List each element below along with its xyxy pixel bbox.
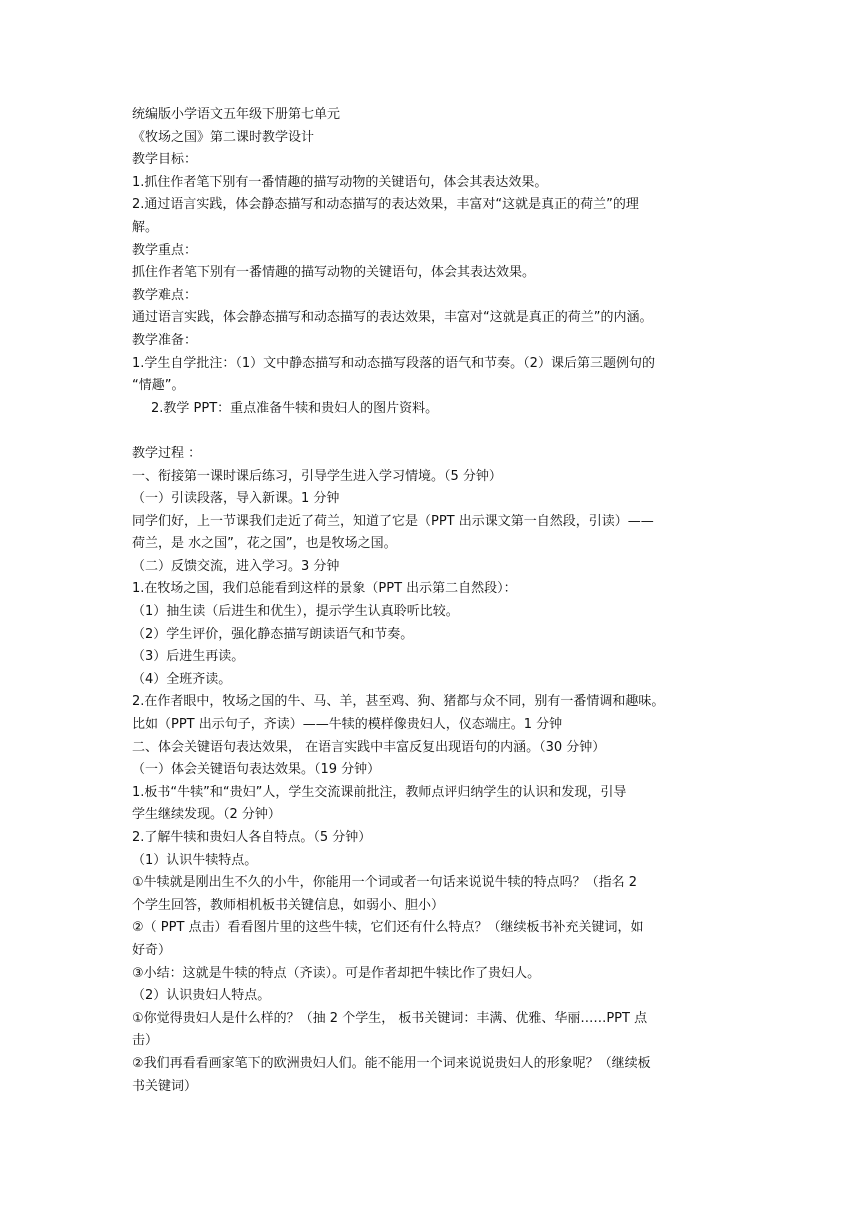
paragraph-line: （二）反馈交流，进入学习。3 分钟	[132, 558, 340, 574]
paragraph-line: 2.通过语言实践，体会静态描写和动态描写的表达效果，丰富对“这就是真正的荷兰”的理	[132, 197, 639, 213]
paragraph-line: 1.学生自学批注：（1）文中静态描写和动态描写段落的语气和节奏。（2）课后第三题例句的	[132, 355, 655, 371]
paragraph-line: 1.在牧场之国，我们总能看到这样的景象（PPT 出示第二自然段）：	[132, 581, 517, 597]
paragraph-line: （1）认识牛犊特点。	[132, 852, 258, 868]
paragraph-line: （一）体会关键语句表达效果。（19 分钟）	[132, 762, 381, 778]
paragraph-line: 1.抓住作者笔下别有一番情趣的描写动物的关键语句，体会其表达效果。	[132, 174, 548, 190]
paragraph-line: 2.在作者眼中，牧场之国的牛、马、羊，甚至鸡、狗、猪都与众不同，别有一番情调和趣味。	[132, 694, 665, 710]
paragraph-line: ①你觉得贵妇人是什么样的？（抽 2 个学生， 板书关键词：丰满、优雅、华丽……PPT 点	[132, 1010, 648, 1026]
document-title: 《牧场之国》第二课时教学设计	[132, 129, 315, 145]
paragraph-line: 荷兰，是 水之国”，花之国”，也是牧场之国。	[132, 536, 397, 552]
paragraph-line: 比如（PPT 出示句子，齐读）——牛犊的模样像贵妇人，仪态端庄。1 分钟	[132, 717, 563, 733]
paragraph-line: （2）学生评价，强化静态描写朗读语气和节奏。	[132, 626, 414, 642]
paragraph-line: ②（ PPT 点击）看看图片里的这些牛犊，它们还有什么特点？（继续板书补充关键词，如	[132, 920, 644, 936]
paragraph-line: “情趣”。	[132, 378, 185, 394]
paragraph-line: 好奇）	[132, 942, 172, 958]
paragraph-line: 一、衔接第一课时课后练习，引导学生进入学习情境。（5 分钟）	[132, 468, 502, 484]
paragraph-line: 2.教学 PPT：重点准备牛犊和贵妇人的图片资料。	[151, 400, 439, 416]
paragraph-line: 解。	[132, 219, 159, 235]
paragraph-line: （2）认识贵妇人特点。	[132, 988, 271, 1004]
paragraph-line: 学生继续发现。（2 分钟）	[132, 807, 281, 823]
document-header: 统编版小学语文五年级下册第七单元	[132, 107, 341, 122]
paragraph-line: ②我们再看看画家笔下的欧洲贵妇人们。能不能用一个词来说说贵妇人的形象呢？（继续板	[132, 1055, 651, 1071]
paragraph-line: （1）抽生读（后进生和优生），提示学生认真聆听比较。	[132, 604, 459, 620]
paragraph-line: ③小结：这就是牛犊的特点（齐读）。可是作者却把牛犊比作了贵妇人。	[132, 965, 541, 981]
section-heading: 教学准备：	[132, 332, 198, 348]
section-heading: 教学目标：	[132, 152, 198, 168]
paragraph-line: 二、体会关键语句表达效果， 在语言实践中丰富反复出现语句的内涵。（30 分钟）	[132, 739, 606, 755]
paragraph-line: （一）引读段落，导入新课。1 分钟	[132, 491, 340, 507]
paragraph-line: 书关键词）	[132, 1078, 198, 1094]
section-heading: 教学重点：	[132, 242, 198, 258]
paragraph-line: 击）	[132, 1033, 159, 1049]
paragraph-line: 个学生回答，教师相机板书关键信息，如弱小、胆小）	[132, 897, 445, 913]
paragraph-line: ①牛犊就是刚出生不久的小牛，你能用一个词或者一句话来说说牛犊的特点吗？（指名 2	[132, 875, 638, 891]
paragraph-line: 1.板书“牛犊”和“贵妇”人，学生交流课前批注，教师点评归纳学生的认识和发现，引导	[132, 784, 627, 800]
paragraph-line: 2.了解牛犊和贵妇人各自特点。（5 分钟）	[132, 830, 372, 845]
paragraph-line: （3）后进生再读。	[132, 649, 245, 665]
document-page	[132, 104, 742, 1098]
section-heading: 教学难点：	[132, 287, 198, 303]
section-heading: 教学过程 ：	[132, 445, 202, 461]
paragraph-line: （4）全班齐读。	[132, 671, 232, 687]
paragraph-line: 抓住作者笔下别有一番情趣的描写动物的关键语句，体会其表达效果。	[132, 265, 536, 281]
blank-line	[132, 420, 742, 443]
paragraph-line: 同学们好，上一节课我们走近了荷兰，知道了它是（PPT 出示课文第一自然段，引读）——	[132, 513, 654, 529]
paragraph-line: 通过语言实践，体会静态描写和动态描写的表达效果，丰富对“这就是真正的荷兰”的内涵。	[132, 310, 653, 326]
